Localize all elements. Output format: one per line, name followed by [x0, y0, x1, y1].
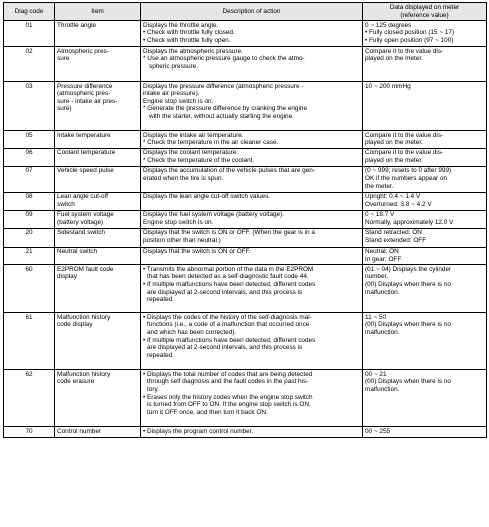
- description-line: Displays that the switch is ON or OFF. (When the gear is in a: [143, 229, 315, 237]
- data-line: Compare it to the value dis-: [365, 149, 444, 157]
- description-line: • Check with throttle fully open.: [143, 36, 231, 44]
- description-line: • If multiple malfunctions have been detected, different codes: [143, 280, 316, 288]
- item-line: Malfunction history: [57, 313, 111, 321]
- description-line: * Generate the pressure difference by cranking the engine: [143, 105, 308, 113]
- description-line: Displays that the switch is ON or OFF.: [143, 248, 251, 256]
- diag-code-cell: 70: [4, 427, 55, 438]
- data-cell: [363, 370, 487, 427]
- data-line: Compare it to the value dis-: [365, 47, 444, 55]
- item-cell: [55, 228, 141, 247]
- description-cell: [141, 166, 363, 192]
- item-line: code erasure: [57, 378, 95, 386]
- data-line: 0 ~ 18.7 V: [365, 211, 395, 219]
- data-line: OK if the numbers appear on: [365, 174, 448, 182]
- data-line: 10 ~ 200 mmHg: [365, 82, 411, 90]
- data-cell: [363, 210, 487, 228]
- header-row: [4, 3, 487, 21]
- table-row: [4, 313, 487, 370]
- description-line: functions (i.e., a code of a malfunction that occurred once: [147, 321, 310, 329]
- description-line: Displays the fuel system voltage (battery voltage).: [143, 211, 285, 219]
- item-line: Throttle angle: [57, 21, 97, 29]
- data-line: (0 ~ 999; resets to 0 after 999): [365, 167, 452, 175]
- table-row: [4, 265, 487, 313]
- description-line: * Check the temperature in the air cleaner case.: [143, 139, 279, 147]
- item-cell: [55, 427, 141, 438]
- data-line: number.: [365, 273, 389, 281]
- diag-code-cell: 60: [4, 265, 55, 313]
- header-item: Item: [55, 3, 141, 21]
- table-row: [4, 427, 487, 438]
- header-diag-code: Diag code: [4, 3, 55, 21]
- diag-code-cell: 02: [4, 47, 55, 82]
- item-line: switch: [57, 200, 75, 208]
- data-line: Normally, approximately 12.0 V: [365, 218, 454, 226]
- description-line: intake air pressure).: [143, 90, 200, 98]
- data-cell: [363, 192, 487, 210]
- data-line: malfunction.: [365, 328, 400, 336]
- description-line: are displayed at 2-second intervals, and this process is: [147, 288, 303, 296]
- data-line: the meter.: [365, 182, 394, 190]
- table-body: [4, 21, 487, 438]
- item-line: Intake temperature: [57, 131, 111, 139]
- item-line: E2PROM fault code: [57, 265, 114, 273]
- item-line: Malfunction history: [57, 370, 111, 378]
- item-line: sure: [57, 55, 70, 63]
- description-line: • Displays the program control number.: [143, 427, 254, 435]
- item-cell: [55, 192, 141, 210]
- diag-code-cell: 09: [4, 210, 55, 228]
- table-row: [4, 370, 487, 427]
- description-line: • Transmits the abnormal portion of the data in the E2PROM: [143, 265, 314, 273]
- table-row: [4, 148, 487, 166]
- description-line: Displays the atmospheric pressure.: [143, 47, 243, 55]
- item-line: sure - intake air pres-: [57, 97, 118, 105]
- item-cell: [55, 313, 141, 370]
- header-description: Description of action: [141, 3, 363, 21]
- diag-code-cell: 08: [4, 192, 55, 210]
- description-line: Engine stop switch is on.: [143, 218, 214, 226]
- item-cell: [55, 82, 141, 131]
- description-line: Displays the pressure difference (atmospheric pressure -: [143, 82, 304, 90]
- description-cell: [141, 247, 363, 265]
- description-cell: [141, 228, 363, 247]
- item-line: Control number: [57, 427, 102, 435]
- item-line: sure): [57, 105, 72, 113]
- data-line: (00) Displays when there is no: [365, 321, 451, 329]
- description-line: Displays the throttle angle.: [143, 21, 219, 29]
- item-line: code display: [57, 321, 93, 329]
- data-line: 11 ~ 50: [365, 313, 387, 321]
- description-line: position other than neutral.): [143, 236, 221, 244]
- item-line: (battery voltage): [57, 218, 104, 226]
- description-cell: [141, 265, 363, 313]
- diag-code-cell: 05: [4, 131, 55, 149]
- description-cell: [141, 370, 363, 427]
- data-line: • Fully closed position (15 ~ 17): [365, 29, 455, 37]
- description-line: with the starter, without actually starting the engine.: [149, 113, 294, 121]
- description-line: repeated.: [147, 351, 175, 359]
- header-data-line-2: (reference value): [400, 11, 449, 19]
- item-line: Sidestand switch: [57, 229, 105, 237]
- description-cell: [141, 192, 363, 210]
- data-cell: [363, 427, 487, 438]
- description-cell: [141, 427, 363, 438]
- table-row: [4, 82, 487, 131]
- description-cell: [141, 21, 363, 47]
- data-cell: [363, 21, 487, 47]
- description-line: • Displays the codes of the history of the self-diagnosis mal-: [143, 313, 312, 321]
- description-cell: [141, 210, 363, 228]
- data-line: • Fully open position (97 ~ 100): [365, 36, 454, 44]
- description-line: Displays the intake air temperature.: [143, 131, 244, 139]
- data-line: Upright: 0.4 ~ 1.4 V: [365, 193, 421, 201]
- description-cell: [141, 313, 363, 370]
- description-line: that has been detected as a self-diagnostic fault code 44.: [147, 273, 309, 281]
- data-cell: [363, 247, 487, 265]
- data-line: (00) Displays when there is no: [365, 280, 451, 288]
- table-row: [4, 192, 487, 210]
- item-cell: [55, 265, 141, 313]
- item-line: Lean angle cut-off: [57, 193, 109, 201]
- data-line: played on the meter.: [365, 156, 423, 164]
- item-line: Atmospheric pres-: [57, 47, 109, 55]
- item-cell: [55, 247, 141, 265]
- diag-code-cell: 06: [4, 148, 55, 166]
- table-row: [4, 47, 487, 82]
- data-line: Stand extended: OFF: [365, 236, 427, 244]
- data-line: malfunction.: [365, 385, 400, 393]
- diag-code-cell: 20: [4, 228, 55, 247]
- diagnostic-code-table: [3, 2, 487, 438]
- data-line: played on the meter.: [365, 55, 423, 63]
- description-line: spheric pressure.: [149, 62, 199, 70]
- table-row: [4, 247, 487, 265]
- description-line: Engine stop switch is on.: [143, 97, 214, 105]
- description-line: Displays the accumulation of the vehicle pulses that are gen-: [143, 167, 315, 175]
- diag-code-cell: 62: [4, 370, 55, 427]
- item-line: Coolant temperature: [57, 149, 116, 157]
- description-line: Displays the coolant temperature.: [143, 149, 239, 157]
- description-cell: [141, 148, 363, 166]
- data-line: Neutral: ON: [365, 248, 399, 256]
- description-cell: [141, 47, 363, 82]
- diag-code-cell: 07: [4, 166, 55, 192]
- item-cell: [55, 47, 141, 82]
- description-line: tory.: [147, 385, 159, 393]
- item-line: Fuel system voltage: [57, 211, 114, 219]
- description-line: through self diagnosis and the fault codes in the past his-: [147, 378, 309, 386]
- description-line: * Check the temperature of the coolant.: [143, 156, 255, 164]
- item-cell: [55, 21, 141, 47]
- description-line: • If multiple malfunctions have been detected, different codes: [143, 336, 316, 344]
- header-data-displayed: [363, 3, 487, 21]
- description-cell: [141, 131, 363, 149]
- description-line: repeated.: [147, 296, 175, 304]
- data-cell: [363, 131, 487, 149]
- description-line: Displays the lean angle cut-off switch values.: [143, 193, 271, 201]
- table-row: [4, 210, 487, 228]
- description-line: • Check with throttle fully closed.: [143, 29, 235, 37]
- data-cell: [363, 313, 487, 370]
- table-row: [4, 166, 487, 192]
- data-cell: [363, 47, 487, 82]
- data-line: malfunction.: [365, 288, 400, 296]
- item-cell: [55, 131, 141, 149]
- item-cell: [55, 166, 141, 192]
- data-line: 00 ~ 255: [365, 427, 391, 435]
- description-line: and which has been corrected).: [147, 328, 237, 336]
- table-row: [4, 21, 487, 47]
- diagnostic-table-container: [3, 2, 487, 438]
- item-line: display: [57, 273, 77, 281]
- item-line: (atmospheric pres-: [57, 90, 111, 98]
- data-line: 00 ~ 21: [365, 370, 387, 378]
- data-cell: [363, 166, 487, 192]
- description-line: * Use an atmospheric pressure gauge to check the atmo-: [143, 55, 305, 63]
- data-line: 0 ~ 125 degrees: [365, 21, 412, 29]
- description-line: are displayed at 2-second intervals, and this process is: [147, 344, 303, 352]
- data-cell: [363, 265, 487, 313]
- description-line: erated when the tire is spun.: [143, 174, 224, 182]
- data-line: (00) Displays when there is no: [365, 378, 451, 386]
- data-line: (01 ~ 04) Displays the cylinder: [365, 265, 452, 273]
- diag-code-cell: 21: [4, 247, 55, 265]
- diag-code-cell: 01: [4, 21, 55, 47]
- data-line: Compare it to the value dis-: [365, 131, 444, 139]
- description-line: is turned from OFF to ON. If the engine stop switch is ON,: [147, 401, 311, 409]
- data-line: Stand retracted: ON: [365, 229, 422, 237]
- item-cell: [55, 370, 141, 427]
- data-cell: [363, 148, 487, 166]
- diag-code-cell: 61: [4, 313, 55, 370]
- data-line: Overturned: 3.8 ~ 4.2 V: [365, 200, 432, 208]
- data-cell: [363, 82, 487, 131]
- data-line: played on the meter.: [365, 139, 423, 147]
- item-cell: [55, 210, 141, 228]
- description-line: • Displays the total number of codes that are being detected: [143, 370, 313, 378]
- table-row: [4, 228, 487, 247]
- description-line: • Erases only the history codes when the engine stop switch: [143, 393, 313, 401]
- header-data-line-1: Data displayed on meter: [389, 4, 460, 11]
- description-cell: [141, 82, 363, 131]
- item-line: Vehicle speed pulse: [57, 167, 114, 175]
- description-line: turn it OFF once, and then turn it back ON.: [147, 408, 268, 416]
- item-cell: [55, 148, 141, 166]
- table-row: [4, 131, 487, 149]
- item-line: Pressure difference: [57, 82, 113, 90]
- data-line: In gear: OFF: [365, 255, 402, 263]
- diag-code-cell: 03: [4, 82, 55, 131]
- data-cell: [363, 228, 487, 247]
- item-line: Neutral switch: [57, 248, 98, 256]
